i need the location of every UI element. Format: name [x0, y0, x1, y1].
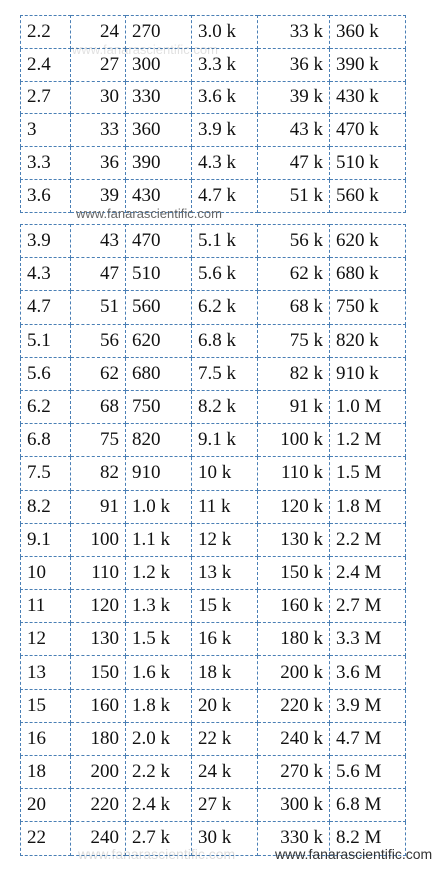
table-cell: 470 [126, 225, 192, 258]
table-cell: 33 k [258, 16, 330, 49]
table-cell: 100 k [258, 424, 330, 457]
table-row [21, 523, 406, 556]
table-cell: 39 k [258, 81, 330, 114]
table-cell: 39 [71, 179, 126, 212]
table-cell: 12 k [192, 523, 258, 556]
table-cell: 51 [71, 291, 126, 324]
table-cell: 1.8 k [126, 689, 192, 722]
table-cell: 3.0 k [192, 16, 258, 49]
table-row [21, 457, 406, 490]
table-cell: 330 [126, 81, 192, 114]
table-cell: 2.7 k [126, 822, 192, 855]
table-row [21, 324, 406, 357]
table-cell: 4.7 M [330, 722, 406, 755]
table-cell: 75 [71, 424, 126, 457]
table-cell: 300 k [258, 789, 330, 822]
table-cell: 12 [21, 623, 71, 656]
table-cell: 10 [21, 556, 71, 589]
table-row [21, 689, 406, 722]
table-cell: 560 k [330, 179, 406, 212]
table-cell: 120 k [258, 490, 330, 523]
table-cell: 27 k [192, 789, 258, 822]
table-cell: 9.1 [21, 523, 71, 556]
table-cell: 2.4 M [330, 556, 406, 589]
table-cell: 240 k [258, 722, 330, 755]
table-cell: 6.2 k [192, 291, 258, 324]
table-cell: 1.1 k [126, 523, 192, 556]
table-cell: 2.2 M [330, 523, 406, 556]
table-cell: 1.5 M [330, 457, 406, 490]
watermark-bottom-right: www.fanarascientific.com [275, 846, 433, 862]
table-cell: 200 [71, 756, 126, 789]
table-cell: 3.9 [21, 225, 71, 258]
table-cell: 240 [71, 822, 126, 855]
table-row [21, 490, 406, 523]
table-cell: 2.7 M [330, 590, 406, 623]
table-cell: 3.6 M [330, 656, 406, 689]
table-cell: 6.8 k [192, 324, 258, 357]
table-cell: 330 k [258, 822, 330, 855]
table-cell: 1.5 k [126, 623, 192, 656]
table-cell: 15 k [192, 590, 258, 623]
table-cell: 10 k [192, 457, 258, 490]
table-cell: 4.3 [21, 258, 71, 291]
table-cell: 270 k [258, 756, 330, 789]
table-cell: 3.6 k [192, 81, 258, 114]
table-cell: 2.0 k [126, 722, 192, 755]
watermark-ghost-top: www.fanarascientific.com [72, 42, 218, 57]
table-row [21, 390, 406, 423]
table-row [21, 623, 406, 656]
table-cell: 560 [126, 291, 192, 324]
table-cell: 5.6 M [330, 756, 406, 789]
table-row [21, 424, 406, 457]
table-cell: 620 k [330, 225, 406, 258]
table-cell: 16 [21, 722, 71, 755]
table-cell: 1.2 M [330, 424, 406, 457]
resistor-table-bottom [20, 224, 406, 856]
table-cell: 13 k [192, 556, 258, 589]
table-cell: 3.9 M [330, 689, 406, 722]
table-cell: 390 k [330, 48, 406, 81]
table-cell: 160 k [258, 590, 330, 623]
table-cell: 510 [126, 258, 192, 291]
table-cell: 91 [71, 490, 126, 523]
table-cell: 43 [71, 225, 126, 258]
table-cell: 56 k [258, 225, 330, 258]
table-cell: 47 k [258, 147, 330, 180]
table-cell: 150 [71, 656, 126, 689]
table-cell: 110 [71, 556, 126, 589]
table-cell: 620 [126, 324, 192, 357]
watermark-middle: www.fanarascientific.com [76, 206, 222, 221]
table-cell: 9.1 k [192, 424, 258, 457]
table-cell: 110 k [258, 457, 330, 490]
table-cell: 33 [71, 114, 126, 147]
table-cell: 360 [126, 114, 192, 147]
table-cell: 24 k [192, 756, 258, 789]
table-cell: 36 k [258, 48, 330, 81]
table-row [21, 590, 406, 623]
table-cell: 2.4 [21, 48, 71, 81]
table-cell: 2.4 k [126, 789, 192, 822]
table-cell: 5.1 k [192, 225, 258, 258]
table-cell: 680 k [330, 258, 406, 291]
table-cell: 820 k [330, 324, 406, 357]
resistor-table-bottom-body [21, 225, 406, 856]
table-row [21, 556, 406, 589]
table-row [21, 81, 406, 114]
table-cell: 62 [71, 357, 126, 390]
table-cell: 47 [71, 258, 126, 291]
table-cell: 360 k [330, 16, 406, 49]
table-cell: 6.2 [21, 390, 71, 423]
table-row [21, 656, 406, 689]
table-cell: 470 k [330, 114, 406, 147]
table-cell: 1.6 k [126, 656, 192, 689]
table-cell: 68 [71, 390, 126, 423]
table-cell: 30 k [192, 822, 258, 855]
table-cell: 8.2 k [192, 390, 258, 423]
table-cell: 220 [71, 789, 126, 822]
table-cell: 20 k [192, 689, 258, 722]
table-cell: 200 k [258, 656, 330, 689]
table-cell: 130 k [258, 523, 330, 556]
table-cell: 4.7 k [192, 179, 258, 212]
table-cell: 18 k [192, 656, 258, 689]
table-cell: 22 [21, 822, 71, 855]
table-cell: 160 [71, 689, 126, 722]
table-cell: 3.3 [21, 147, 71, 180]
table-cell: 3.6 [21, 179, 71, 212]
table-cell: 390 [126, 147, 192, 180]
table-cell: 7.5 [21, 457, 71, 490]
table-cell: 6.8 M [330, 789, 406, 822]
table-cell: 6.8 [21, 424, 71, 457]
table-cell: 8.2 M [330, 822, 406, 855]
table-cell: 24 [71, 16, 126, 49]
table-row [21, 291, 406, 324]
table-cell: 62 k [258, 258, 330, 291]
table-cell: 8.2 [21, 490, 71, 523]
table-cell: 30 [71, 81, 126, 114]
table-cell: 680 [126, 357, 192, 390]
table-cell: 3 [21, 114, 71, 147]
table-cell: 13 [21, 656, 71, 689]
table-cell: 180 k [258, 623, 330, 656]
table-cell: 5.1 [21, 324, 71, 357]
table-cell: 3.3 M [330, 623, 406, 656]
table-cell: 750 k [330, 291, 406, 324]
table-cell: 130 [71, 623, 126, 656]
table-cell: 4.7 [21, 291, 71, 324]
table-cell: 3.3 k [192, 48, 258, 81]
table-row [21, 258, 406, 291]
table-cell: 910 k [330, 357, 406, 390]
table-cell: 1.0 k [126, 490, 192, 523]
table-cell: 5.6 [21, 357, 71, 390]
table-cell: 15 [21, 689, 71, 722]
watermark-ghost-bottom: www.fanarascientific.com [78, 846, 236, 862]
table-cell: 11 [21, 590, 71, 623]
table-cell: 4.3 k [192, 147, 258, 180]
table-cell: 910 [126, 457, 192, 490]
table-cell: 18 [21, 756, 71, 789]
table-cell: 820 [126, 424, 192, 457]
table-cell: 100 [71, 523, 126, 556]
table-cell: 82 [71, 457, 126, 490]
table-cell: 430 [126, 179, 192, 212]
table-row [21, 722, 406, 755]
table-cell: 750 [126, 390, 192, 423]
table-row [21, 357, 406, 390]
table-cell: 43 k [258, 114, 330, 147]
table-cell: 51 k [258, 179, 330, 212]
table-row [21, 789, 406, 822]
table-cell: 180 [71, 722, 126, 755]
table-cell: 300 [126, 48, 192, 81]
table-cell: 1.3 k [126, 590, 192, 623]
table-cell: 2.2 [21, 16, 71, 49]
table-cell: 75 k [258, 324, 330, 357]
table-cell: 22 k [192, 722, 258, 755]
table-cell: 56 [71, 324, 126, 357]
table-cell: 510 k [330, 147, 406, 180]
table-cell: 220 k [258, 689, 330, 722]
table-cell: 7.5 k [192, 357, 258, 390]
table-cell: 5.6 k [192, 258, 258, 291]
table-cell: 68 k [258, 291, 330, 324]
table-cell: 36 [71, 147, 126, 180]
table-cell: 1.8 M [330, 490, 406, 523]
table-cell: 27 [71, 48, 126, 81]
table-cell: 1.2 k [126, 556, 192, 589]
table-cell: 2.7 [21, 81, 71, 114]
table-cell: 82 k [258, 357, 330, 390]
table-cell: 91 k [258, 390, 330, 423]
table-cell: 20 [21, 789, 71, 822]
table-row [21, 114, 406, 147]
table-cell: 120 [71, 590, 126, 623]
table-cell: 11 k [192, 490, 258, 523]
table-cell: 430 k [330, 81, 406, 114]
table-cell: 16 k [192, 623, 258, 656]
table-cell: 3.9 k [192, 114, 258, 147]
table-cell: 270 [126, 16, 192, 49]
table-row [21, 147, 406, 180]
table-row [21, 756, 406, 789]
table-cell: 150 k [258, 556, 330, 589]
table-row [21, 225, 406, 258]
table-cell: 1.0 M [330, 390, 406, 423]
table-cell: 2.2 k [126, 756, 192, 789]
